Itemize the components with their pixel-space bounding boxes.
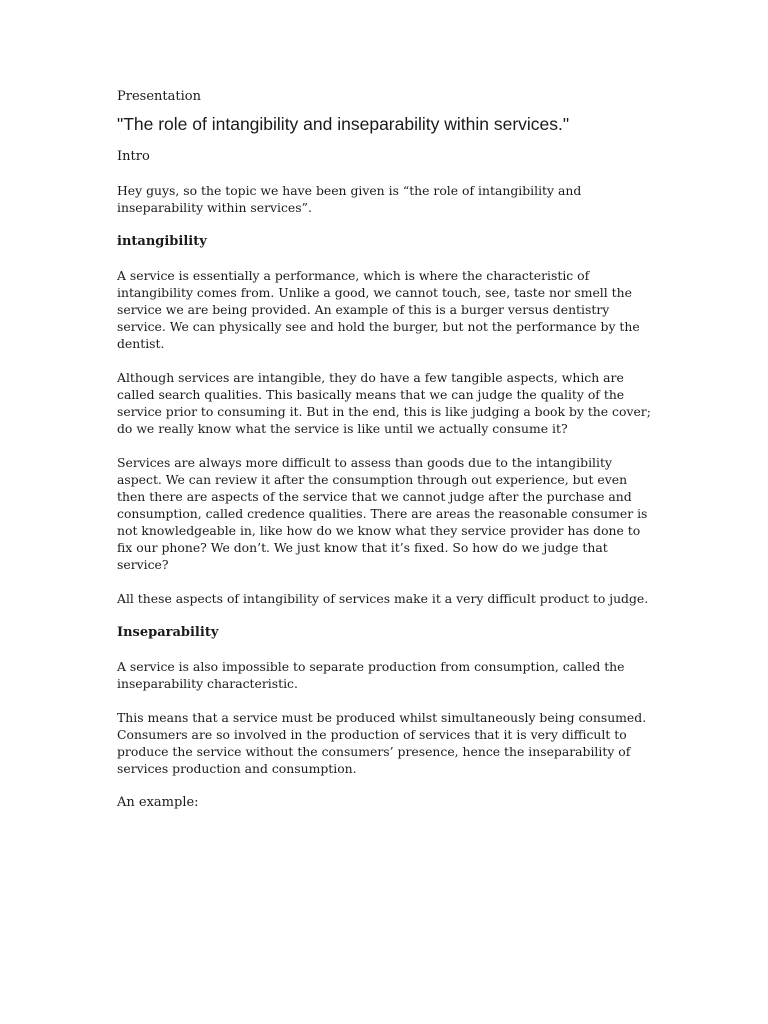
intangibility-heading: intangibility <box>117 234 207 249</box>
document-label: Presentation <box>117 89 201 104</box>
intro-heading: Intro <box>117 149 150 164</box>
document-title: "The role of intangibility and inseparability within services." <box>117 114 570 134</box>
intangibility-paragraph-4: All these aspects of intangibility of services make it a very difficult product to judge. <box>117 591 649 606</box>
intangibility-paragraph-2: Although services are intangible, they do have a few tangible aspects, which are called search qualities. This basically means that we can judge the quality of the service prior to consuming it. But in the end, this is like judging a book by the cover; do we really know what the service is like until we actually consume it? <box>117 370 651 436</box>
intangibility-paragraph-1: A service is essentially a performance, which is where the characteristic of intangibility comes from. Unlike a good, we cannot touch, see, taste nor smell the service we are being provided. An example of this is a burger versus dentistry service. We can physically see and hold the burger, but not the performance by the dentist. <box>117 268 640 351</box>
inseparability-paragraph-1: A service is also impossible to separate production from consumption, called the inseparability characteristic. <box>117 659 625 691</box>
inseparability-paragraph-2: This means that a service must be produced whilst simultaneously being consumed. Consumers are so involved in the production of services that it is very difficult to produce the service without the consumers’ presence, hence the inseparability of services production and consumption. <box>117 710 647 776</box>
document-page <box>117 88 657 828</box>
example-heading: An example: <box>117 795 199 810</box>
inseparability-heading: Inseparability <box>117 625 219 640</box>
intangibility-paragraph-3: Services are always more difficult to assess than goods due to the intangibility aspect. We can review it after the consumption through out experience, but even then there are aspects of the service that we cannot judge after the purchase and consumption, called credence qualities. There are areas the reasonable consumer is not knowledgeable in, like how do we know what they service provider has done to fix our phone? We don’t. We just know that it’s fixed. So how do we judge that service? <box>117 455 648 572</box>
intro-paragraph: Hey guys, so the topic we have been given is “the role of intangibility and inseparability within services”. <box>117 183 582 215</box>
